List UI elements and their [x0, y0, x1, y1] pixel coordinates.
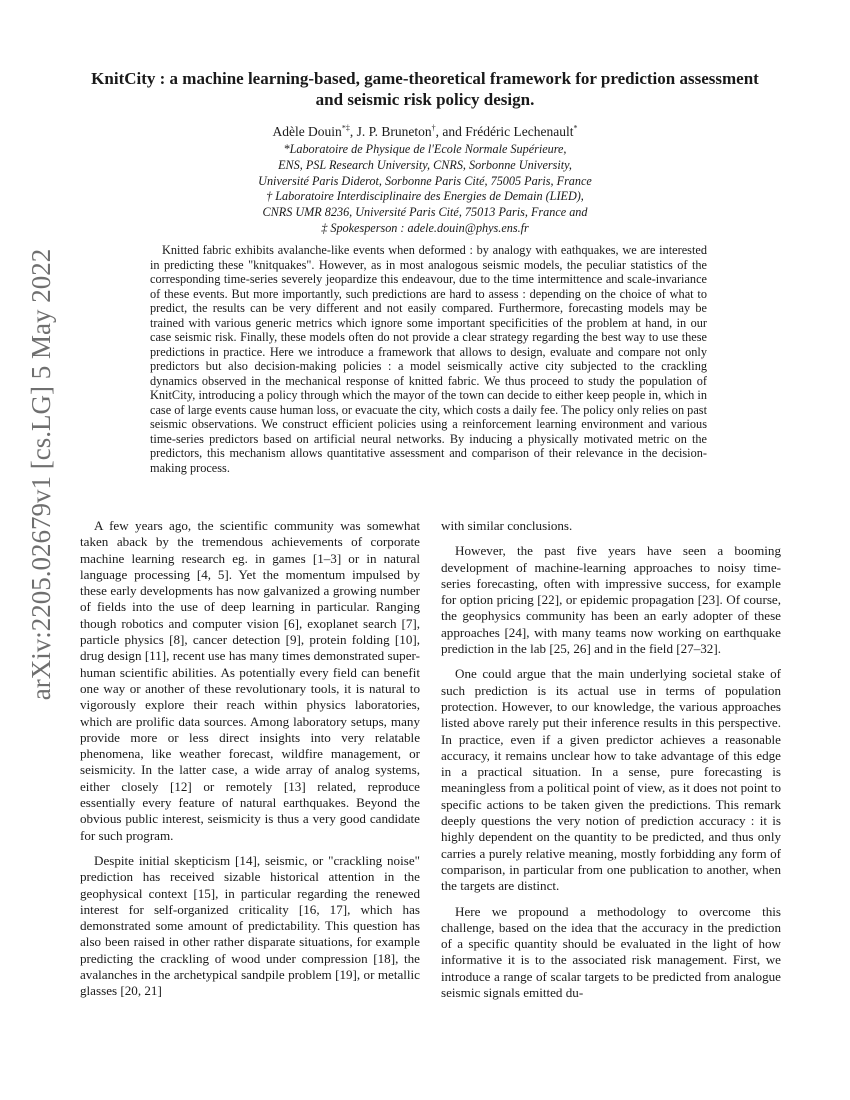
body-paragraph: A few years ago, the scientific community was somewhat taken aback by the tremendous achievements of corporate machine learning research eg. in games [1–3] or in natural language processing [4, 5]. Yet the momentum impulsed by these early developments has now galvanized a growing number of fields into the use of deep learning in particular. Ranging though robotics and computer vision [6], exoplanet search [7], particle physics [8], cancer detection [9], protein folding [10], drug design [11], recent use has many times demonstrated super-human scientific abilities. As potentially every field can benefit one way or another of these revolutionary tools, it is natural to vigorously explore their reach within physics laboratories, which are prolific data sources. Among laboratory setups, many provide more or less direct insights into very relatable phenomena, like weather forecast, wildfire management, or seismicity. In the latter case, a wide array of analog systems, either closely [12] or remotely [13] related, reproduce essentially every feature of natural earthquakes. Beyond the obvious public interest, seismicity is thus a very good candidate for such program. [80, 518, 420, 843]
author-mark: * [573, 123, 578, 133]
arxiv-identifier [22, 248, 62, 700]
author-mark: *‡ [341, 123, 350, 133]
body-column-left [80, 518, 420, 1009]
body-paragraph-continued: with similar conclusions. [441, 518, 573, 533]
affiliation-line: ENS, PSL Research University, CNRS, Sorbonne University, [278, 157, 572, 172]
body-paragraph: One could argue that the main underlying societal stake of such prediction is its actual use in terms of population protection. However, to our knowledge, the various approaches listed above rarely put their inference results in this perspective. In practice, even if a given predictor achieves a reasonable accuracy, it remains unclear how to take advantage of this edge in a practical situation. In a sense, pure forecasting is meaningless from a political point of view, as it does not point to specific actions to be taken given the predictions. This remark deeply questions the very notion of prediction accuracy : it is highly dependent on the quantity to be predicted, and thus only carries a purely relative meaning, mostly forbidding any form of comparison, in particular from one publication to another, when the targets are distinct. [441, 666, 781, 894]
body-column-right [441, 518, 781, 1010]
affiliation-line: *Laboratoire de Physique de l'Ecole Normale Supérieure, [283, 142, 567, 156]
body-paragraph: Here we propound a methodology to overcome this challenge, based on the idea that the accuracy in the prediction of a specific quantity should be evaluated in the light of how informative it is to the associated risk management. First, we introduce a range of scalar targets to be predicted from analogue seismic signals emitted du- [441, 903, 781, 1001]
author-name: Adèle Douin [272, 124, 342, 139]
affiliation-line: ‡ Spokesperson : adele.douin@phys.ens.fr [321, 220, 529, 235]
author-name: J. P. Bruneton [356, 124, 432, 139]
arxiv-identifier-text: arXiv:2205.02679v1 [cs.LG] 5 May 2022 [26, 248, 57, 700]
abstract: Knitted fabric exhibits avalanche-like events when deformed : by analogy with eathquakes, we are interested in predicting these "knitquakes". However, as in most analogous seismic models, the peculiar statistics of the corresponding time-series severely jeopardize this endeavour, due to the time intermittence and scale-invariance of these events. But more importantly, such predictions are hard to assess : depending on the choice of what to predict, the results can be very different and not easily compared. Furthermore, forecasting models may be trained with various generic metrics which ignore some important specificities of the problem at hand, in our case seismic risk. Finally, these models often do not provide a clear strategy regarding the best way to use these predictions in practice. Here we introduce a framework that allows to design, evaluate and compare not only predictors but also decision-making policies : a model seismically active city subjected to the crackling dynamics observed in the mechanical response of knitted fabric. We thus proceed to study the population of KnitCity, introducing a policy through which the mayor of the town can decide to either keep people in, which in case of large events cause human loss, or evacuate the city, which costs a daily fee. The policy only relies on past seismic observations. We construct efficient policies using a reinforcement learning environment and various time-series predictors based on artificial neural networks. By inducing a physically motivated metric on the predictors, this mechanism allows quantitative assessment and comparison of their relevance in the decision-making process. [150, 243, 707, 475]
body-paragraph: However, the past five years have seen a booming development of machine-learning approaches to noisy time-series forecasting, often with impressive success, for example for option pricing [22], or epidemic propagation [23]. Of course, the geophysics community has been an early adopter of these approaches [24], with many teams now working on earthquake prediction in the lab [25, 26] and in the field [27–32]. [441, 543, 781, 657]
affiliation-block [80, 142, 770, 237]
affiliation-line: Université Paris Diderot, Sorbonne Paris Cité, 75005 Paris, France [258, 173, 592, 188]
author-mark: † [431, 123, 436, 133]
body-paragraph: Despite initial skepticism [14], seismic, or "crackling noise" prediction has received sizable historical attention in the geophysical context [15], in particular regarding the renewed interest for self-organized criticality [16, 17], which has demonstrated some amount of predictability. This question has also been raised in other rather disparate situations, for example predicting the crackling of wood under compression [18], the avalanches in the archetypical sandpile problem [19], or metallic glasses [20, 21] [80, 852, 420, 999]
author-list: Adèle Douin*‡, J. P. Bruneton†, and Frédéric Lechenault* [272, 123, 578, 139]
paper-title: KnitCity : a machine learning-based, game-theoretical framework for prediction assessment and seismic risk policy design. [91, 69, 759, 109]
affiliation-line: † Laboratoire Interdisciplinaire des Energies de Demain (LIED), [266, 189, 584, 204]
author-name: Frédéric Lechenault [465, 124, 574, 139]
affiliation-line: CNRS UMR 8236, Université Paris Cité, 75013 Paris, France and [262, 205, 588, 220]
